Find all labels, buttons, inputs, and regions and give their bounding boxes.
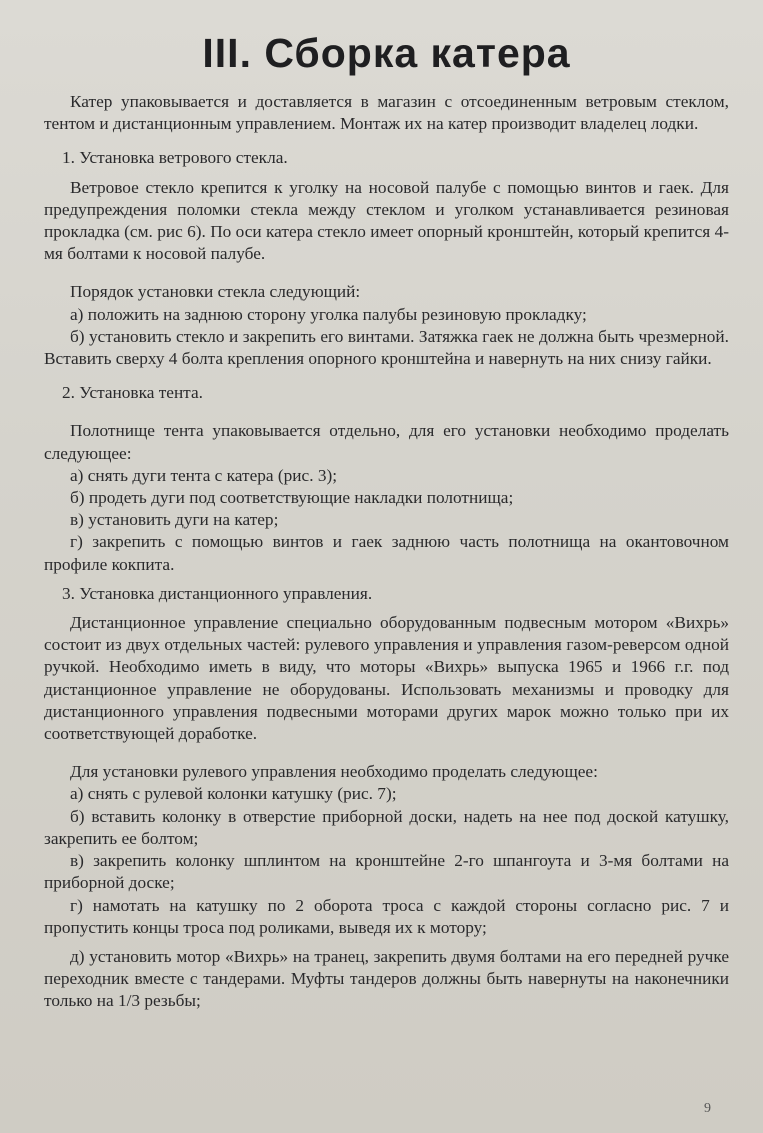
section-2-paragraph: Полотнище тента упаковывается отдельно, для его установки необходимо проделать следующее: bbox=[44, 421, 729, 463]
section-1-heading: 1. Установка ветрового стекла. bbox=[62, 148, 288, 168]
section-3-item-b: б) вставить колонку в отверстие приборной доски, надеть на нее под доской катушку, закрепить ее болтом; bbox=[44, 806, 729, 848]
page-title: III. Сборка катера bbox=[202, 30, 571, 76]
section-1-item-a: а) положить на заднюю сторону уголка палубы резиновую прокладку; bbox=[70, 304, 587, 324]
section-2-item-d: г) закрепить с помощью винтов и гаек заднюю часть полотнища на окантовочном профиле кокпита. bbox=[44, 532, 729, 574]
section-3-item-e: д) установить мотор «Вихрь» на транец, закрепить двумя болтами на его передней ручке переходник вместе с тандерами. Муфты тандеров должны быть навернуты на наконечники только на 1/3 резьбы; bbox=[44, 946, 729, 1011]
section-3-paragraph-1: Дистанционное управление специально оборудованным подвесным мотором «Вихрь» состоит из двух отдельных частей: рулевого управления и управления газом-реверсом одной ручкой. Необходимо иметь в виду, что моторы «Вихрь» выпуска 1965 и 1966 г.г. под дистанционное управление не оборудованы. Использовать механизмы и проводку для дистанционного управления подвесными моторами других марок можно только при их соответствующей доработке. bbox=[44, 613, 729, 744]
section-3-heading: 3. Установка дистанционного управления. bbox=[62, 583, 373, 603]
intro-paragraph: Катер упаковывается и доставляется в магазин с отсоединенным ветровым стеклом, тентом и дистанционным управлением. Монтаж их на катер производит владелец лодки. bbox=[44, 92, 729, 134]
section-2-item-a: а) снять дуги тента с катера (рис. 3); bbox=[70, 465, 338, 485]
section-2-item-c: в) установить дуги на катер; bbox=[70, 510, 279, 530]
section-1-item-b: б) установить стекло и закрепить его винтами. Затяжка гаек не должна быть чрезмерной. Вставить сверху 4 болта крепления опорного кронштейна и навернуть на них снизу гайки. bbox=[44, 326, 729, 369]
section-3-item-d: г) намотать на катушку по 2 оборота троса с каждой стороны согласно рис. 7 и пропустить концы троса под роликами, выведя их к мотору; bbox=[44, 895, 729, 937]
section-3-paragraph-2: Для установки рулевого управления необходимо проделать следующее: bbox=[70, 762, 598, 782]
section-2-heading: 2. Установка тента. bbox=[62, 383, 203, 403]
section-3-item-c: в) закрепить колонку шплинтом на кронштейне 2-го шпангоута и 3-мя болтами на приборной доске; bbox=[44, 851, 729, 893]
section-2-item-b: б) продеть дуги под соответствующие накладки полотнища; bbox=[70, 488, 514, 508]
section-1-paragraph: Ветровое стекло крепится к уголку на носовой палубе с помощью винтов и гаек. Для предупреждения поломки стекла между стеклом и уголком устанавливается резиновая прокладка (см. рис 6). По оси катера стекло имеет опорный кронштейн, который крепится 4-мя болтами к носовой палубе. bbox=[44, 177, 729, 264]
section-3-item-a: а) снять с рулевой колонки катушку (рис. 7); bbox=[70, 784, 397, 804]
page-number: 9 bbox=[704, 1101, 711, 1116]
section-1-order: Порядок установки стекла следующий: bbox=[70, 282, 361, 302]
